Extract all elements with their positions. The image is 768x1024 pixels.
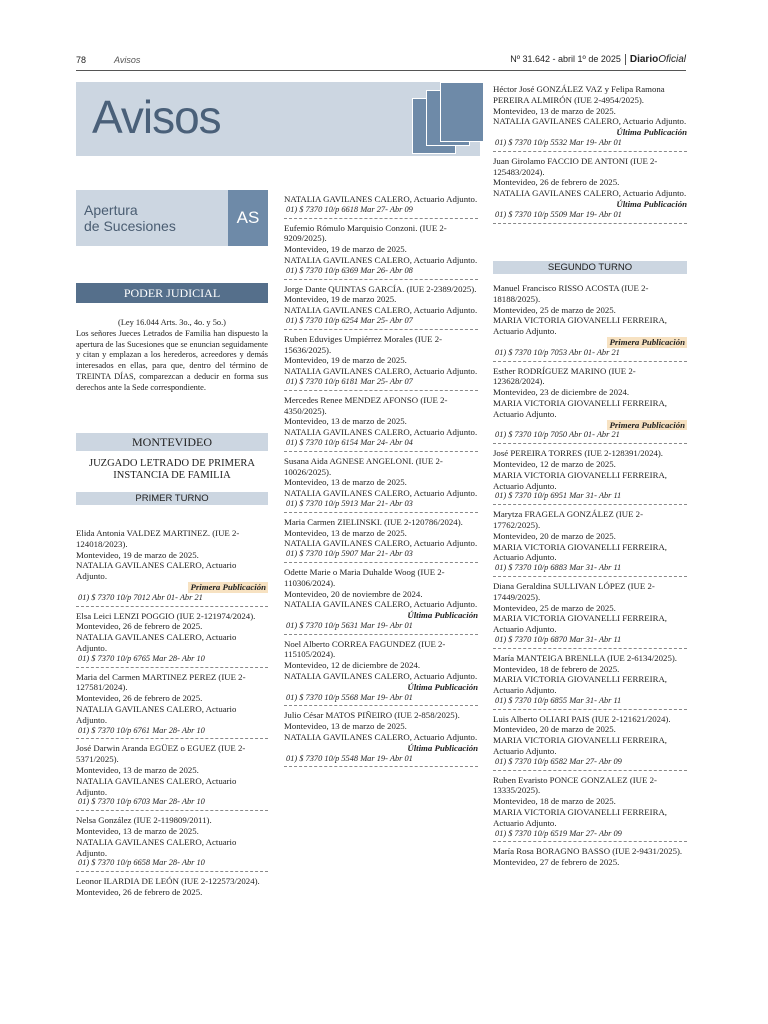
notice-actuario: MARIA VICTORIA GIOVANELLI FERREIRA, Actuario Adjunto. [493, 735, 667, 757]
notice-code: 01) $ 7370 10/p 6883 Mar 31- Abr 11 [493, 563, 687, 577]
notice-code: 01) $ 7370 10/p 6855 Mar 31- Abr 11 [493, 696, 687, 710]
notice-date: Montevideo, 26 de febrero de 2025. [76, 693, 203, 704]
notice-code: 01) $ 7370 10/p 6369 Mar 26- Abr 08 [284, 266, 478, 280]
notice-name: Diana Geraldina SULLIVAN LÓPEZ (IUE 2-17449/2025). [493, 580, 655, 602]
notice-entry [76, 672, 268, 740]
juzgado-header: JUZGADO LETRADO DE PRIMERA INSTANCIA DE FAMILIA [89, 458, 255, 481]
publication-status: Primera Publicación [190, 581, 266, 592]
notice-name: Esther RODRÍGUEZ MARINO (IUE 2-123628/2024). [493, 365, 636, 387]
notice-code: 01) $ 7370 10/p 6658 Mar 28- Abr 10 [76, 858, 268, 872]
law-reference: (Ley 16.044 Arts. 3o., 4o. y 5o.) [118, 318, 226, 327]
notice-name: Leonor ILARDIA DE LEÓN (IUE 2-122573/2024). [76, 876, 260, 887]
notice-entry [284, 284, 478, 330]
notice-entry [76, 876, 268, 898]
notice-date: Montevideo, 13 de marzo de 2025. [76, 825, 199, 836]
notice-name: Julio César MATOS PIÑEIRO (IUE 2-858/2025). [284, 710, 460, 721]
notice-code: 01) $ 7370 10/p 6181 Mar 25- Abr 07 [284, 377, 478, 391]
notice-name: Jorge Dante QUINTAS GARCÍA. (IUE 2-2389/2025). [284, 283, 477, 294]
column-1 [76, 528, 268, 902]
notice-date: Montevideo, 26 de febrero de 2025. [76, 886, 203, 897]
notice-actuario: NATALIA GAVILANES CALERO, Actuario Adjunto. [284, 305, 478, 316]
notice-date: Montevideo, 13 de marzo de 2025. [493, 105, 616, 116]
notice-entry [284, 223, 478, 280]
notice-name: Susana Aida AGNESE ANGELONI. (IUE 2-10026/2025). [284, 455, 443, 477]
category-box [76, 190, 268, 246]
notice-name: Maria del Carmen MARTINEZ PEREZ (IUE 2-127581/2024). [76, 671, 246, 693]
notice-date: Montevideo, 19 de marzo de 2025. [284, 355, 407, 366]
notice-entry [493, 448, 687, 505]
notice-entry [493, 714, 687, 771]
notice-entry [76, 611, 268, 668]
notice-name: Maria Carmen ZIELINSKI. (IUE 2-120786/2024). [284, 516, 463, 527]
notice-actuario: MARIA VICTORIA GIOVANELLI FERREIRA, Actuario Adjunto. [493, 807, 667, 828]
issue-info [510, 54, 686, 65]
notice-entry [284, 456, 478, 513]
notice-actuario: MARIA VICTORIA GIOVANELLI FERREIRA, Actuario Adjunto. [493, 541, 667, 563]
section-name: Avisos [114, 55, 141, 65]
brand-logo: DiarioOficial [629, 54, 686, 65]
notice-name: Juan Girolamo FACCIO DE ANTONI (IUE 2-125483/2024). [493, 155, 658, 177]
notice-entry [493, 283, 687, 362]
notice-actuario: NATALIA GAVILANES CALERO, Actuario Adjunto. [284, 488, 478, 499]
notice-actuario: NATALIA GAVILANES CALERO, Actuario Adjunto. [284, 366, 478, 377]
notice-entry [284, 334, 478, 391]
notice-actuario: NATALIA GAVILANES CALERO, Actuario Adjunto. [284, 254, 478, 265]
notice-date: Montevideo, 25 de marzo de 2025. [493, 304, 616, 315]
poder-judicial-header: PODER JUDICIAL [76, 283, 268, 303]
intro-text [76, 318, 268, 394]
notice-date: Montevideo, 27 de febrero de 2025. [493, 857, 620, 868]
notice-code: 01) $ 7370 10/p 5509 Mar 19- Abr 01 [493, 210, 687, 224]
notice-date: Montevideo, 13 de marzo de 2025. [284, 477, 407, 488]
notice-actuario: MARIA VICTORIA GIOVANELLI FERREIRA, Actuario Adjunto. [493, 397, 667, 419]
notice-code: 01) $ 7370 10/p 6254 Mar 25- Abr 07 [284, 316, 478, 330]
notice-actuario: MARIA VICTORIA GIOVANELLI FERREIRA, Actuario Adjunto. [493, 613, 667, 635]
notice-name: Elsa Leici LENZI POGGIO (IUE 2-121974/2024). [76, 610, 256, 621]
notice-date: Montevideo, 26 de febrero de 2025. [76, 621, 203, 632]
notice-date: Montevideo, 25 de marzo de 2025. [493, 602, 616, 613]
segundo-turno-header: SEGUNDO TURNO [493, 261, 687, 274]
notice-name: Nelsa González (IUE 2-119809/2011). [76, 815, 212, 826]
notice-actuario: MARIA VICTORIA GIOVANELLI FERREIRA, Actuario Adjunto. [493, 469, 667, 491]
page-header [76, 52, 686, 71]
notice-date: Montevideo, 13 de marzo de 2025. [76, 764, 199, 775]
primer-turno-header: PRIMER TURNO [76, 492, 268, 505]
notice-date: Montevideo, 23 de diciembre de 2024. [493, 387, 630, 398]
notice-entry [493, 581, 687, 649]
notice-date: Montevideo, 13 de marzo de 2025. [284, 527, 407, 538]
notice-date: Montevideo, 12 de marzo de 2025. [493, 458, 616, 469]
notice-date: Montevideo, 19 de marzo de 2025. [284, 244, 407, 255]
notice-name: José PEREIRA TORRES (IUE 2-128391/2024). [493, 448, 663, 459]
publication-status: Última Publicación [616, 127, 687, 138]
notice-entry [493, 84, 687, 152]
category-label: Apertura de Sucesiones [84, 202, 176, 234]
notice-name: Odette Marie o Maria Duhalde Woog (IUE 2-110306/2024). [284, 566, 445, 588]
notice-actuario: NATALIA GAVILANES CALERO, Actuario Adjunto. [76, 703, 237, 725]
notice-entry [284, 395, 478, 452]
notice-entry [493, 509, 687, 577]
notice-code: 01) $ 7370 10/p 6765 Mar 28- Abr 10 [76, 654, 268, 668]
notice-actuario: MARIA VICTORIA GIOVANELLI FERREIRA, Actuario Adjunto. [493, 315, 667, 337]
section-banner [76, 82, 480, 156]
notice-code: 01) $ 7370 10/p 5913 Mar 21- Abr 03 [284, 499, 478, 513]
document-icon [440, 82, 484, 142]
intro-paragraph: Los señores Jueces Letrados de Familia han dispuesto la apertura de las Sucesiones que se enuncian seguidamente y citan y emplazan a los herederos, acreedores y demás interesados en ellas, para que, dentro del término de TREINTA DÍAS, comparezcan a deducir en forma sus derechos ante la Sede correspondiente. [76, 328, 268, 392]
notice-actuario: NATALIA GAVILANES CALERO, Actuario Adjunto. [284, 732, 478, 743]
notice-name: Luis Alberto OLIARI PAIS (IUE 2-121621/2024). [493, 713, 671, 724]
publication-status: Última Publicación [407, 610, 478, 621]
notice-name: María MANTEIGA BRENLLA (IUE 2-6134/2025). [493, 652, 677, 663]
notice-actuario: MARIA VICTORIA GIOVANELLI FERREIRA, Actuario Adjunto. [493, 674, 667, 696]
notice-actuario: NATALIA GAVILANES CALERO, Actuario Adjunto. [284, 194, 478, 204]
category-code: AS [228, 190, 268, 246]
notice-entry [284, 567, 478, 635]
notice-entry [493, 846, 687, 868]
notice-date: Montevideo, 20 de marzo de 2025. [493, 530, 616, 541]
notice-code: 01) $ 7370 10/p 6618 Mar 27- Abr 09 [284, 205, 478, 219]
publication-status: Última Publicación [616, 198, 687, 209]
notice-name: Noel Alberto CORREA FAGUNDEZ (IUE 2-115105/2024). [284, 638, 446, 660]
notice-date: Montevideo, 19 de marzo 2025. [284, 294, 397, 305]
notice-code: 01) $ 7370 10/p 6154 Mar 24- Abr 04 [284, 438, 478, 452]
notice-code: 01) $ 7370 10/p 6951 Mar 31- Abr 11 [493, 491, 687, 505]
notice-actuario: NATALIA GAVILANES CALERO, Actuario Adjunto. [284, 599, 478, 610]
notice-name: Eufemio Rómulo Marquisio Conzoni. (IUE 2-9209/2025). [284, 222, 447, 244]
banner-title: Avisos [92, 91, 221, 143]
notice-date: Montevideo, 20 de noviembre de 2024. [284, 588, 423, 599]
notice-actuario: NATALIA GAVILANES CALERO, Actuario Adjunto. [284, 427, 478, 438]
publication-status: Última Publicación [407, 681, 478, 692]
notice-entry [493, 366, 687, 445]
publication-status: Primera Publicación [609, 336, 685, 347]
notice-code: 01) $ 7370 10/p 6703 Mar 28- Abr 10 [76, 797, 268, 811]
issue-date: Nº 31.642 - abril 1º de 2025 [510, 54, 621, 64]
notice-date: Montevideo, 26 de febrero de 2025. [493, 177, 620, 188]
notice-code: 01) $ 7370 10/p 7050 Abr 01- Abr 21 [493, 430, 687, 444]
notice-actuario: NATALIA GAVILANES CALERO, Actuario Adjunto. [76, 632, 237, 653]
notice-code: 01) $ 7370 10/p 6870 Mar 31- Abr 11 [493, 635, 687, 649]
column-2 [284, 194, 478, 771]
notice-name: José Darwin Aranda EGÜEZ o EGUEZ (IUE 2-5371/2025). [76, 743, 246, 765]
notice-name: Mercedes Renee MENDEZ AFONSO (IUE 2-4350/2025). [284, 394, 448, 416]
notice-entry [76, 815, 268, 872]
publication-status: Primera Publicación [609, 419, 685, 430]
notice-code: 01) $ 7370 10/p 6761 Mar 28- Abr 10 [76, 726, 268, 740]
notice-entry [76, 743, 268, 811]
notice-date: Montevideo, 20 de marzo de 2025. [493, 724, 616, 735]
column-3-top [493, 84, 687, 228]
notice-name: Elida Antonia VALDEZ MARTINEZ. (IUE 2-124018/2023). [76, 528, 240, 549]
notice-date: Montevideo, 13 de marzo de 2025. [284, 721, 407, 732]
notice-date: Montevideo, 12 de diciembre de 2024. [284, 660, 421, 671]
notice-code: 01) $ 7370 10/p 5532 Mar 19- Abr 01 [493, 138, 687, 152]
notice-actuario: NATALIA GAVILANES CALERO, Actuario Adjunto. [284, 671, 478, 682]
notice-code: 01) $ 7370 10/p 5631 Mar 19- Abr 01 [284, 621, 478, 635]
notice-entry [284, 639, 478, 707]
notice-actuario: NATALIA GAVILANES CALERO, Actuario Adjunto. [76, 775, 237, 797]
notice-code: 01) $ 7370 10/p 5548 Mar 19- Abr 01 [284, 754, 478, 768]
publication-status: Última Publicación [407, 742, 478, 753]
notice-date: Montevideo, 13 de marzo de 2025. [284, 416, 407, 427]
notice-entry [284, 194, 478, 219]
notice-code: 01) $ 7370 10/p 7012 Abr 01- Abr 21 [76, 593, 268, 607]
notice-date: Montevideo, 19 de marzo de 2025. [76, 549, 199, 560]
notice-actuario: NATALIA GAVILANES CALERO, Actuario Adjunto. [76, 560, 237, 582]
notice-code: 01) $ 7370 10/p 6582 Mar 27- Abr 09 [493, 757, 687, 771]
montevideo-header: MONTEVIDEO [76, 433, 268, 451]
notice-code: 01) $ 7370 10/p 6519 Mar 27- Abr 09 [493, 829, 687, 843]
notice-name: Héctor José GONZÁLEZ VAZ y Felipa Ramona PEREIRA ALMIRÓN (IUE 2-4954/2025). [493, 84, 665, 105]
notice-date: Montevideo, 18 de marzo de 2025. [493, 796, 616, 807]
notice-actuario: NATALIA GAVILANES CALERO, Actuario Adjunto. [493, 116, 687, 127]
notice-code: 01) $ 7370 10/p 7053 Abr 01- Abr 21 [493, 348, 687, 362]
page-number: 78 [76, 55, 87, 65]
notice-name: Ruben Eduviges Umpiérrez Morales (IUE 2-15636/2025). [284, 333, 443, 355]
notice-code: 01) $ 7370 10/p 5907 Mar 21- Abr 03 [284, 549, 478, 563]
notice-name: María Rosa BORAGNO BASSO (IUE 2-9431/2025). [493, 846, 683, 857]
notice-entry [284, 517, 478, 563]
notice-name: Marytza FRAGELA GONZÁLEZ (IUE 2-17762/2025). [493, 509, 644, 530]
notice-date: Montevideo, 18 de febrero de 2025. [493, 663, 620, 674]
notice-name: Ruben Evaristo PONCE GONZALEZ (IUE 2-13335/2025). [493, 774, 657, 796]
notice-entry [493, 653, 687, 710]
notice-name: Manuel Francisco RISSO ACOSTA (IUE 2-18188/2025). [493, 283, 649, 304]
notice-actuario: NATALIA GAVILANES CALERO, Actuario Adjunto. [493, 188, 687, 199]
notice-entry [493, 156, 687, 224]
notice-entry [76, 528, 268, 607]
notice-code: 01) $ 7370 10/p 5568 Mar 19- Abr 01 [284, 693, 478, 707]
notice-entry [284, 710, 478, 767]
notice-entry [493, 775, 687, 843]
notice-actuario: NATALIA GAVILANES CALERO, Actuario Adjunto. [76, 836, 237, 858]
column-3-bottom [493, 283, 687, 872]
notice-actuario: NATALIA GAVILANES CALERO, Actuario Adjunto. [284, 538, 478, 549]
